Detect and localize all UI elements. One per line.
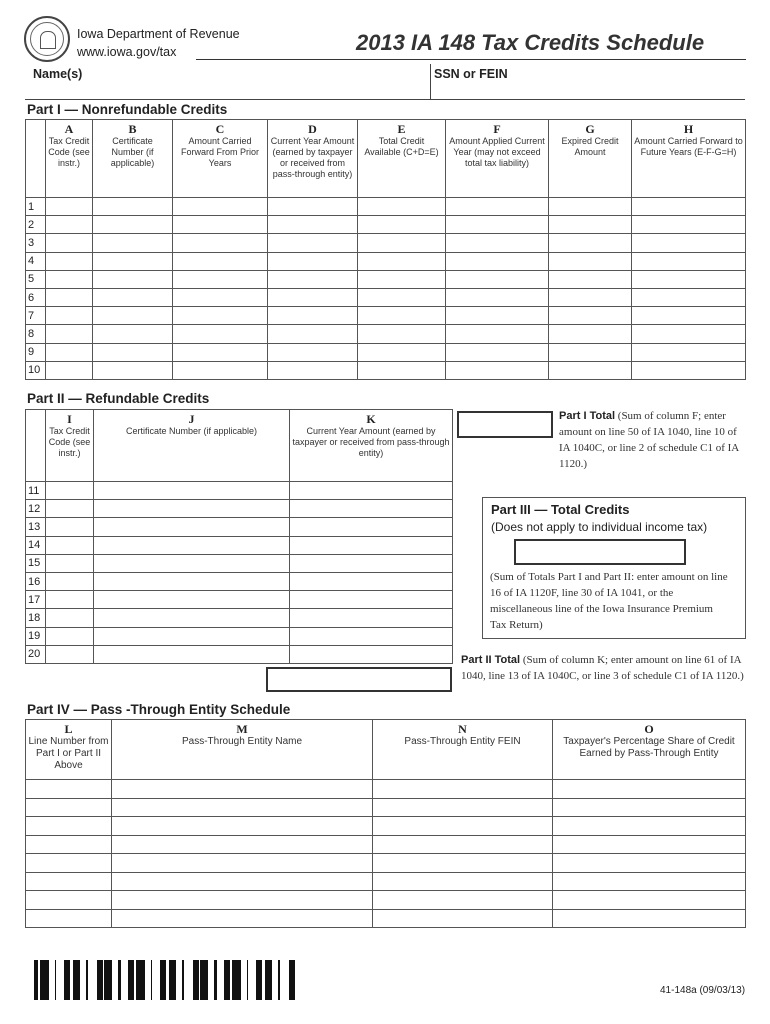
ssn-divider <box>430 64 431 100</box>
input-cell[interactable] <box>549 361 632 379</box>
input-cell[interactable] <box>46 288 93 306</box>
table-row <box>26 645 453 663</box>
part1-col-a-header: A Tax Credit Code (see instr.) <box>46 120 93 198</box>
input-cell[interactable] <box>94 609 290 627</box>
table-row <box>26 780 746 799</box>
part1-total-label: Part I Total <box>559 410 616 422</box>
input-cell[interactable] <box>632 234 746 252</box>
row-number: 12 <box>26 500 46 518</box>
input-cell[interactable] <box>46 518 94 536</box>
input-cell[interactable] <box>373 835 553 854</box>
input-cell[interactable] <box>46 627 94 645</box>
input-cell[interactable] <box>268 216 358 234</box>
table-row <box>26 500 453 518</box>
part2-col-i-header: I Tax Credit Code (see instr.) <box>46 410 94 482</box>
input-cell[interactable] <box>358 252 446 270</box>
part2-total-field[interactable] <box>266 667 452 692</box>
department-name: Iowa Department of Revenue <box>77 27 240 41</box>
input-cell[interactable] <box>26 854 112 873</box>
input-cell[interactable] <box>549 288 632 306</box>
input-cell[interactable] <box>290 591 453 609</box>
part2-col-j-header: J Certificate Number (if applicable) <box>94 410 290 482</box>
input-cell[interactable] <box>268 343 358 361</box>
row-number: 5 <box>26 270 46 288</box>
names-label: Name(s) <box>33 67 83 81</box>
input-cell[interactable] <box>549 216 632 234</box>
form-number: 41-148a (09/03/13) <box>660 985 746 996</box>
part1-col-e-header: E Total Credit Available (C+D=E) <box>358 120 446 198</box>
input-cell[interactable] <box>290 536 453 554</box>
input-cell[interactable] <box>632 361 746 379</box>
input-cell[interactable] <box>112 780 373 799</box>
input-cell[interactable] <box>94 627 290 645</box>
part3-note: (Sum of Totals Part I and Part II: enter amount on line 16 of IA 1120F, line 30 of IA 1041, or the miscellaneous line of the Iowa Insurance Premium Tax Return) <box>490 571 728 631</box>
input-cell[interactable] <box>93 270 173 288</box>
row-number: 6 <box>26 288 46 306</box>
table-row <box>26 482 453 500</box>
input-cell[interactable] <box>549 234 632 252</box>
table-row <box>26 325 746 343</box>
input-cell[interactable] <box>632 270 746 288</box>
input-cell[interactable] <box>549 325 632 343</box>
form-title: 2013 IA 148 Tax Credits Schedule <box>356 30 705 55</box>
state-seal-icon <box>24 16 70 62</box>
input-cell[interactable] <box>268 325 358 343</box>
row-number: 3 <box>26 234 46 252</box>
table-row <box>26 252 746 270</box>
part4-col-l-header: L Line Number from Part I or Part II Above <box>26 720 112 780</box>
part2-total-text: (Sum of column K; enter amount on line 61 of IA 1040, line 13 of IA 1040C, or line 3 of schedule C1 of IA 1120.) <box>461 654 744 682</box>
input-cell[interactable] <box>94 554 290 572</box>
input-cell[interactable] <box>46 216 93 234</box>
table-row <box>26 536 453 554</box>
input-cell[interactable] <box>446 216 549 234</box>
input-cell[interactable] <box>112 891 373 910</box>
input-cell[interactable] <box>358 270 446 288</box>
input-cell[interactable] <box>446 343 549 361</box>
part3-total-field[interactable] <box>514 539 686 565</box>
input-cell[interactable] <box>446 288 549 306</box>
header-rule <box>196 59 746 60</box>
input-cell[interactable] <box>94 482 290 500</box>
input-cell[interactable] <box>173 288 268 306</box>
row-number: 11 <box>26 482 46 500</box>
table-row <box>26 198 746 216</box>
input-cell[interactable] <box>373 798 553 817</box>
input-cell[interactable] <box>93 325 173 343</box>
input-cell[interactable] <box>446 234 549 252</box>
input-cell[interactable] <box>46 343 93 361</box>
input-cell[interactable] <box>549 252 632 270</box>
input-cell[interactable] <box>290 482 453 500</box>
input-cell[interactable] <box>268 234 358 252</box>
row-number: 18 <box>26 609 46 627</box>
input-cell[interactable] <box>373 817 553 836</box>
input-cell[interactable] <box>373 891 553 910</box>
input-cell[interactable] <box>632 198 746 216</box>
part1-total-text: (Sum of column F; enter amount on line 50 of IA 1040, line 10 of IA 1040C, or line 2 of schedule C1 of IA 1120.) <box>559 410 739 470</box>
input-cell[interactable] <box>290 572 453 590</box>
input-cell[interactable] <box>173 198 268 216</box>
input-cell[interactable] <box>26 891 112 910</box>
input-cell[interactable] <box>358 361 446 379</box>
input-cell[interactable] <box>358 216 446 234</box>
input-cell[interactable] <box>290 554 453 572</box>
part4-col-o-header: O Taxpayer's Percentage Share of Credit Earned by Pass-Through Entity <box>553 720 746 780</box>
table-row <box>26 891 746 910</box>
input-cell[interactable] <box>173 361 268 379</box>
input-cell[interactable] <box>46 554 94 572</box>
input-cell[interactable] <box>268 288 358 306</box>
part1-col-f-header: F Amount Applied Current Year (may not exceed total tax liability) <box>446 120 549 198</box>
input-cell[interactable] <box>94 518 290 536</box>
input-cell[interactable] <box>632 216 746 234</box>
table-row <box>26 817 746 836</box>
input-cell[interactable] <box>93 343 173 361</box>
part1-row-num-header <box>26 120 46 198</box>
part1-col-c-header: C Amount Carried Forward From Prior Years <box>173 120 268 198</box>
part2-table <box>25 409 453 664</box>
input-cell[interactable] <box>112 835 373 854</box>
part2-title: Part II — Refundable Credits <box>27 391 210 406</box>
row-number: 14 <box>26 536 46 554</box>
part1-col-h-header: H Amount Carried Forward to Future Years (E-F-G=H) <box>632 120 746 198</box>
input-cell[interactable] <box>446 198 549 216</box>
input-cell[interactable] <box>268 198 358 216</box>
input-cell[interactable] <box>46 252 93 270</box>
input-cell[interactable] <box>46 500 94 518</box>
input-cell[interactable] <box>94 536 290 554</box>
input-cell[interactable] <box>553 909 746 928</box>
barcode-icon <box>34 960 296 1000</box>
input-cell[interactable] <box>93 361 173 379</box>
row-number: 10 <box>26 361 46 379</box>
input-cell[interactable] <box>290 500 453 518</box>
input-cell[interactable] <box>632 307 746 325</box>
input-cell[interactable] <box>46 536 94 554</box>
table-row <box>26 343 746 361</box>
table-row <box>26 872 746 891</box>
row-number: 8 <box>26 325 46 343</box>
input-cell[interactable] <box>549 270 632 288</box>
input-cell[interactable] <box>373 780 553 799</box>
part1-title: Part I — Nonrefundable Credits <box>27 102 228 117</box>
part1-col-d-header: D Current Year Amount (earned by taxpayer or received from pass-through entity) <box>268 120 358 198</box>
input-cell[interactable] <box>268 252 358 270</box>
input-cell[interactable] <box>446 361 549 379</box>
input-cell[interactable] <box>632 343 746 361</box>
input-cell[interactable] <box>93 234 173 252</box>
input-cell[interactable] <box>93 307 173 325</box>
table-row <box>26 591 453 609</box>
input-cell[interactable] <box>446 307 549 325</box>
table-row <box>26 609 453 627</box>
part3-title: Part III — Total Credits <box>491 502 630 517</box>
part4-title: Part IV — Pass -Through Entity Schedule <box>27 702 291 717</box>
input-cell[interactable] <box>268 270 358 288</box>
row-number: 19 <box>26 627 46 645</box>
input-cell[interactable] <box>46 325 93 343</box>
input-cell[interactable] <box>46 198 93 216</box>
input-cell[interactable] <box>112 872 373 891</box>
input-cell[interactable] <box>173 307 268 325</box>
input-cell[interactable] <box>46 609 94 627</box>
row-number: 1 <box>26 198 46 216</box>
input-cell[interactable] <box>373 872 553 891</box>
table-row <box>26 216 746 234</box>
input-cell[interactable] <box>268 307 358 325</box>
input-cell[interactable] <box>358 288 446 306</box>
input-cell[interactable] <box>93 198 173 216</box>
row-number: 13 <box>26 518 46 536</box>
input-cell[interactable] <box>553 798 746 817</box>
row-number: 17 <box>26 591 46 609</box>
input-cell[interactable] <box>358 198 446 216</box>
part4-col-n-header: N Pass-Through Entity FEIN <box>373 720 553 780</box>
part1-col-b-header: B Certificate Number (if applicable) <box>93 120 173 198</box>
input-cell[interactable] <box>632 252 746 270</box>
input-cell[interactable] <box>446 252 549 270</box>
input-cell[interactable] <box>632 325 746 343</box>
input-cell[interactable] <box>632 288 746 306</box>
part1-col-g-header: G Expired Credit Amount <box>549 120 632 198</box>
input-cell[interactable] <box>553 780 746 799</box>
input-cell[interactable] <box>173 270 268 288</box>
part4-table <box>25 719 746 928</box>
input-cell[interactable] <box>46 572 94 590</box>
table-row <box>26 798 746 817</box>
input-cell[interactable] <box>553 854 746 873</box>
input-cell[interactable] <box>290 518 453 536</box>
input-cell[interactable] <box>112 817 373 836</box>
input-cell[interactable] <box>173 325 268 343</box>
input-cell[interactable] <box>26 835 112 854</box>
input-cell[interactable] <box>373 854 553 873</box>
row-number: 2 <box>26 216 46 234</box>
table-row <box>26 288 746 306</box>
input-cell[interactable] <box>553 835 746 854</box>
input-cell[interactable] <box>112 909 373 928</box>
input-cell[interactable] <box>553 891 746 910</box>
part3-subtitle: (Does not apply to individual income tax) <box>491 520 708 534</box>
input-cell[interactable] <box>26 780 112 799</box>
input-cell[interactable] <box>373 909 553 928</box>
input-cell[interactable] <box>26 872 112 891</box>
input-cell[interactable] <box>112 798 373 817</box>
names-field[interactable] <box>25 64 745 100</box>
input-cell[interactable] <box>94 645 290 663</box>
input-cell[interactable] <box>446 270 549 288</box>
input-cell[interactable] <box>93 252 173 270</box>
row-number: 16 <box>26 572 46 590</box>
input-cell[interactable] <box>46 591 94 609</box>
input-cell[interactable] <box>358 325 446 343</box>
table-row <box>26 572 453 590</box>
part1-table <box>25 119 746 380</box>
input-cell[interactable] <box>94 572 290 590</box>
part2-row-num-header <box>26 410 46 482</box>
table-row <box>26 627 453 645</box>
input-cell[interactable] <box>26 909 112 928</box>
part2-col-k-header: K Current Year Amount (earned by taxpayer or received from pass-through entity) <box>290 410 453 482</box>
table-row <box>26 270 746 288</box>
row-number: 15 <box>26 554 46 572</box>
part4-col-m-header: M Pass-Through Entity Name <box>112 720 373 780</box>
input-cell[interactable] <box>446 325 549 343</box>
table-row <box>26 361 746 379</box>
ssn-fein-label: SSN or FEIN <box>434 67 508 81</box>
input-cell[interactable] <box>553 817 746 836</box>
table-row <box>26 835 746 854</box>
table-row <box>26 307 746 325</box>
part1-total-field[interactable] <box>457 411 553 438</box>
input-cell[interactable] <box>94 500 290 518</box>
input-cell[interactable] <box>93 288 173 306</box>
input-cell[interactable] <box>26 817 112 836</box>
input-cell[interactable] <box>358 234 446 252</box>
input-cell[interactable] <box>358 343 446 361</box>
table-row <box>26 554 453 572</box>
table-row <box>26 854 746 873</box>
input-cell[interactable] <box>26 798 112 817</box>
table-row <box>26 234 746 252</box>
input-cell[interactable] <box>94 591 290 609</box>
input-cell[interactable] <box>173 343 268 361</box>
input-cell[interactable] <box>46 361 93 379</box>
part2-total-note <box>461 652 751 684</box>
row-number: 9 <box>26 343 46 361</box>
input-cell[interactable] <box>46 270 93 288</box>
input-cell[interactable] <box>549 343 632 361</box>
input-cell[interactable] <box>46 482 94 500</box>
input-cell[interactable] <box>173 216 268 234</box>
input-cell[interactable] <box>290 609 453 627</box>
input-cell[interactable] <box>173 252 268 270</box>
input-cell[interactable] <box>268 361 358 379</box>
website-link[interactable]: www.iowa.gov/tax <box>77 45 177 59</box>
input-cell[interactable] <box>549 307 632 325</box>
input-cell[interactable] <box>112 854 373 873</box>
row-number: 20 <box>26 645 46 663</box>
table-row <box>26 518 453 536</box>
input-cell[interactable] <box>46 307 93 325</box>
part2-total-label: Part II Total <box>461 654 521 666</box>
input-cell[interactable] <box>93 216 173 234</box>
input-cell[interactable] <box>290 645 453 663</box>
table-row <box>26 909 746 928</box>
part1-total-note <box>559 408 749 472</box>
input-cell[interactable] <box>553 872 746 891</box>
input-cell[interactable] <box>358 307 446 325</box>
input-cell[interactable] <box>46 645 94 663</box>
input-cell[interactable] <box>549 198 632 216</box>
row-number: 7 <box>26 307 46 325</box>
input-cell[interactable] <box>173 234 268 252</box>
input-cell[interactable] <box>290 627 453 645</box>
row-number: 4 <box>26 252 46 270</box>
input-cell[interactable] <box>46 234 93 252</box>
